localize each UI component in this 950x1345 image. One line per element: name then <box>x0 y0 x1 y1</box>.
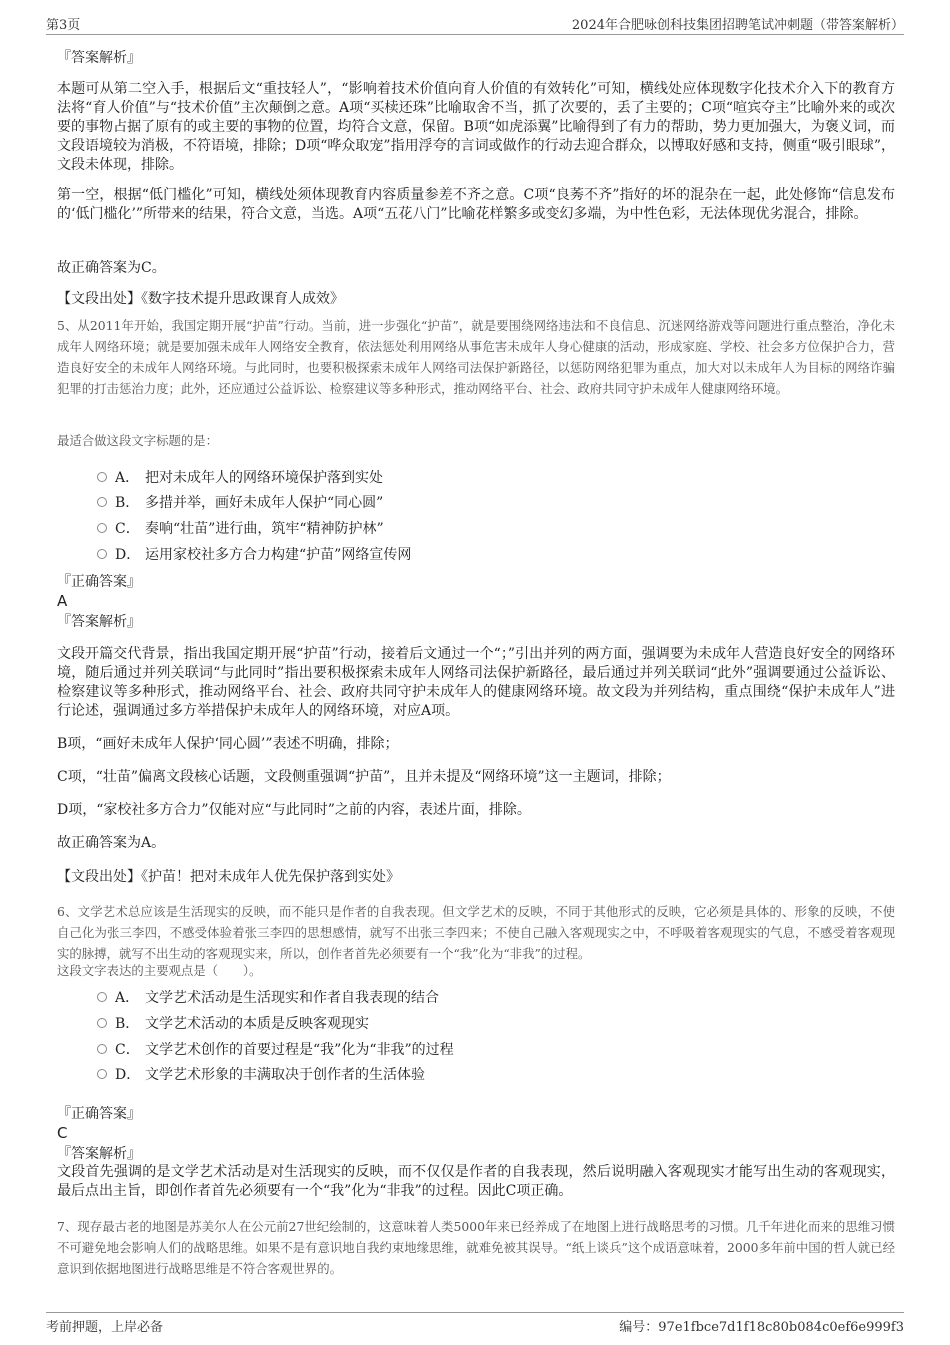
q4-analysis-para2: 第一空，根据“低门槛化”可知，横线处须体现教育内容质量参差不齐之意。C项“良莠不齐”指好的坏的混杂在一起，此处修饰“信息发布的‘低门槛化’”所带来的结果，符合文意，当选。A项“五花八门”比喻花样繁多或变幻多端，为中性色彩，无法体现优劣混合，排除。 <box>57 187 895 222</box>
radio-icon[interactable] <box>97 497 107 507</box>
q5-answer: A <box>57 592 68 610</box>
q5-source: 【文段出处】《护苗！把对未成年人优先保护落到实处》 <box>57 869 400 885</box>
q5-option-c[interactable]: C． 奏响“壮苗”进行曲，筑牢“精神防护林” <box>97 518 384 538</box>
q5-analysis-b: B项，“画好未成年人保护‘同心圆’”表述不明确，排除； <box>57 736 399 752</box>
radio-icon[interactable] <box>97 1044 107 1054</box>
q6-answer-label: 『正确答案』 <box>57 1106 141 1122</box>
page-number: 第3页 <box>46 18 81 33</box>
q6-option-a[interactable]: A． 文学艺术活动是生活现实和作者自我表现的结合 <box>97 987 439 1007</box>
radio-icon[interactable] <box>97 472 107 482</box>
q6-analysis-label: 『答案解析』 <box>57 1146 141 1162</box>
q4-conclusion: 故正确答案为C。 <box>57 260 166 276</box>
q4-analysis-label: 『答案解析』 <box>57 50 141 66</box>
radio-icon[interactable] <box>97 992 107 1002</box>
q5-analysis-para1: 文段开篇交代背景，指出我国定期开展“护苗”行动，接着后文通过一个“；”引出并列的两方面，强调要为未成年人营造良好安全的网络环境，随后通过并列关联词“与此同时”指出要积极探索未成年人网络司法保护新路径，最后通过并列关联词“此外”强调要通过公益诉讼、检察建议等多种形式，推动网络平台、社会、政府共同守护未成年人的健康网络环境。故文段为并列结构，重点围绕“保护未成年人”进行论述，强调通过多方举措保护未成年人的网络环境，对应A项。 <box>57 646 895 719</box>
q5-analysis-label: 『答案解析』 <box>57 614 141 630</box>
q4-source: 【文段出处】《数字技术提升思政课育人成效》 <box>57 291 344 307</box>
q5-answer-label: 『正确答案』 <box>57 574 141 590</box>
document-id: 编号：97e1fbce7d1f18c80b084c0ef6e999f3 <box>619 1320 904 1335</box>
q7-stem: 7、现存最古老的地图是苏美尔人在公元前27世纪绘制的，这意味着人类5000年来已经养成了在地图上进行战略思考的习惯。几千年进化而来的思维习惯不可避免地会影响人们的战略思维。如果不是有意识地自我约束地缘思维，就难免被其误导。“纸上谈兵”这个成语意味着，2000多年前中国的哲人就已经意识到依据地图进行战略思维是不符合客观世界的。 <box>57 1219 895 1276</box>
radio-icon[interactable] <box>97 1018 107 1028</box>
q5-option-d[interactable]: D． 运用家校社多方合力构建“护苗”网络宣传网 <box>97 544 411 564</box>
q5-analysis-c: C项，“壮苗”偏离文段核心话题，文段侧重强调“护苗”，且并未提及“网络环境”这一主题词，排除； <box>57 769 671 785</box>
page-header <box>46 12 904 35</box>
q5-option-b[interactable]: B． 多措并举，画好未成年人保护“同心圆” <box>97 492 383 512</box>
q5-analysis-d: D项，“家校社多方合力”仅能对应“与此同时”之前的内容，表述片面，排除。 <box>57 802 531 818</box>
q6-stem: 6、文学艺术总应该是生活现实的反映，而不能只是作者的自我表现。但文学艺术的反映，不同于其他形式的反映，它必须是具体的、形象的反映，不使自己化为张三李四，不感受体验着张三李四的思想感情，就写不出张三李四来；不使自己融入客观现实之中，不呼吸着客观现实的气息，不感受着客观现实的脉搏，就写不出生动的客观现实来，所以，创作者首先必须要有一个“我”化为“非我”的过程。 <box>57 904 895 961</box>
q6-option-d[interactable]: D． 文学艺术形象的丰满取决于创作者的生活体验 <box>97 1064 425 1084</box>
document-title: 2024年合肥咏创科技集团招聘笔试冲刺题（带答案解析） <box>571 18 904 33</box>
q6-option-c[interactable]: C． 文学艺术创作的首要过程是“我”化为“非我”的过程 <box>97 1039 454 1059</box>
q6-answer: C <box>57 1124 68 1142</box>
q5-conclusion: 故正确答案为A。 <box>57 835 166 851</box>
page-footer <box>46 1312 904 1336</box>
radio-icon[interactable] <box>97 549 107 559</box>
radio-icon[interactable] <box>97 523 107 533</box>
q5-option-a[interactable]: A． 把对未成年人的网络环境保护落到实处 <box>97 467 383 487</box>
footer-slogan: 考前押题，上岸必备 <box>46 1320 164 1335</box>
q6-option-b[interactable]: B． 文学艺术活动的本质是反映客观现实 <box>97 1013 369 1033</box>
q6-analysis: 文段首先强调的是文学艺术活动是对生活现实的反映，而不仅仅是作者的自我表现，然后说明融入客观现实才能写出生动的客观现实，最后点出主旨，即创作者首先必须要有一个“我”化为“非我”的过程。因此C项正确。 <box>57 1164 895 1199</box>
q5-question: 最适合做这段文字标题的是： <box>57 433 219 448</box>
radio-icon[interactable] <box>97 1069 107 1079</box>
q5-stem: 5、从2011年开始，我国定期开展“护苗”行动。当前，进一步强化“护苗”，就是要围绕网络违法和不良信息、沉迷网络游戏等问题进行重点整治，净化未成年人网络环境；就是要加强未成年人网络安全教育，依法惩处利用网络从事危害未成年人身心健康的活动，形成家庭、学校、社会多方位保护合力，营造良好安全的未成年人网络环境。与此同时，也要积极探索未成年人网络司法保护新路径，以惩防网络犯罪为重点，加大对以未成年人为目标的网络诈骗犯罪的打击惩治力度；此外，还应通过公益诉讼、检察建议等多种形式，推动网络平台、社会、政府共同守护未成年人健康网络环境。 <box>57 318 895 396</box>
q6-question: 这段文字表达的主要观点是（ ）。 <box>57 963 262 978</box>
q4-analysis-para1: 本题可从第二空入手，根据后文“重技轻人”，“影响着技术价值向育人价值的有效转化”可知，横线处应体现数字化技术介入下的教育方法将“育人价值”与“技术价值”主次颠倒之意。A项“买椟还珠”比喻取舍不当，抓了次要的，丢了主要的；C项“喧宾夺主”比喻外来的或次要的事物占据了原有的或主要的事物的位置，均符合文意，保留。B项“如虎添翼”比喻得到了有力的帮助，势力更加强大，为褒义词，而文段语境较为消极，不符语境，排除；D项“哗众取宠”指用浮夸的言词或做作的行动去迎合群众，以博取好感和支持，侧重“吸引眼球”，文段未体现，排除。 <box>57 81 895 173</box>
